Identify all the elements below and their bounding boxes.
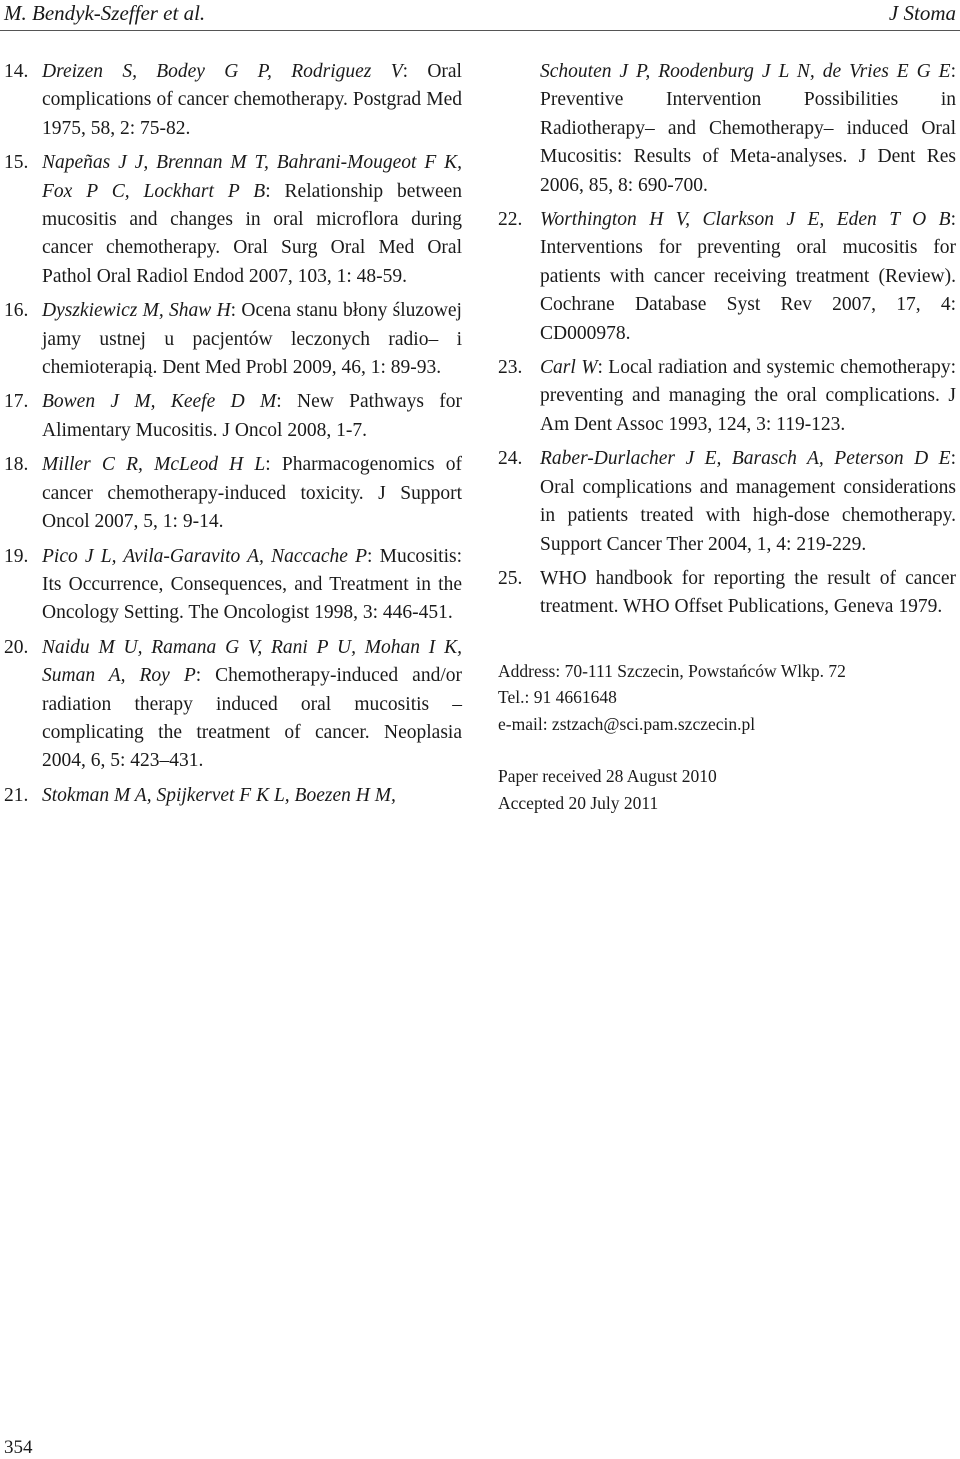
- reference-authors: Pico J L, Avila-Garavito A, Naccache P: [42, 545, 368, 567]
- reference-authors: Bowen J M, Keefe D M: [42, 391, 277, 413]
- reference-authors: Napeñas J J, Brennan M T, Bahrani-Mougeot F K, Fox P C, Lockhart P B: [42, 152, 462, 202]
- phone-line: Tel.: 91 4661648: [498, 687, 617, 708]
- right-column: [498, 58, 956, 816]
- reference-text: : Mucositis: Its Occurrence, Consequences, and Treatment in the Oncology Setting. The Oncologist 1998, 3: 446-451.: [42, 545, 462, 624]
- header-journal: J Stoma: [888, 1, 956, 25]
- reference-authors: Dreizen S, Bodey G P, Rodriguez V: [42, 61, 403, 82]
- page-number: 354: [4, 1437, 33, 1458]
- reference-text: : New Pathways for Alimentary Mucositis. J Oncol 2008, 1-7.: [42, 391, 463, 441]
- accepted-date: Accepted 20 July 2011: [498, 792, 659, 813]
- reference-14: [4, 58, 462, 143]
- reference-25: [498, 565, 956, 622]
- reference-23: [498, 354, 956, 439]
- reference-16: [4, 297, 462, 382]
- reference-number: 20.: [4, 636, 29, 658]
- reference-number: 25.: [498, 567, 523, 589]
- reference-number: 19.: [4, 545, 29, 567]
- reference-number: 22.: [498, 209, 523, 231]
- reference-number: 21.: [4, 784, 29, 806]
- reference-number: 17.: [4, 391, 29, 413]
- reference-text: : Oral complications and management considerations in patients treated with high-dose chemotherapy. Support Cancer Ther 2004, 1, 4: 219-229.: [540, 448, 956, 555]
- reference-text: : Relationship between mucositis and changes in oral microflora during cancer chemotherapy. Oral Surg Oral Med Oral Pathol Oral Radiol Endod 2007, 103, 1: 48-59.: [42, 180, 463, 287]
- reference-authors: Raber-Durlacher J E, Barasch A, Peterson D E: [540, 448, 951, 470]
- reference-authors: Dyszkiewicz M, Shaw H: [42, 300, 231, 322]
- reference-17: [4, 388, 462, 445]
- reference-number: 23.: [498, 357, 523, 379]
- reference-number: 15.: [4, 152, 29, 174]
- reference-22: [498, 206, 956, 348]
- reference-18: [4, 451, 462, 536]
- reference-number: 24.: [498, 448, 523, 470]
- reference-21: [4, 782, 462, 810]
- reference-number: 16.: [4, 300, 29, 322]
- reference-24: [498, 445, 956, 559]
- reference-20: [4, 634, 462, 776]
- paper-dates: [498, 763, 956, 816]
- running-header: [0, 0, 960, 30]
- correspondence-address: [498, 658, 956, 738]
- reference-authors: Carl W: [540, 357, 598, 379]
- reference-number: 18.: [4, 454, 29, 476]
- email-line: e-mail: zstzach@sci.pam.szczecin.pl: [498, 713, 756, 734]
- reference-text: : Chemotherapy-induced and/or radiation therapy induced oral mucositis – complicating the treatment of cancer. Neoplasia 2004, 6, 5: 423–431.: [42, 665, 462, 772]
- reference-text: : Pharmacogenomics of cancer chemotherapy-induced toxicity. J Support Oncol 2007, 5, 1: 9-14.: [42, 454, 462, 533]
- reference-19: [4, 543, 462, 628]
- reference-authors: Miller C R, McLeod H L: [42, 454, 266, 476]
- left-column: [4, 58, 462, 816]
- reference-21-continued: [498, 58, 956, 200]
- reference-authors: Worthington H V, Clarkson J E, Eden T O B: [540, 209, 951, 231]
- reference-number: 14.: [4, 61, 29, 82]
- header-authors: M. Bendyk-Szeffer et al.: [4, 1, 206, 25]
- reference-text: : Local radiation and systemic chemotherapy: preventing and managing the oral complications. J Am Dent Assoc 1993, 124, 3: 119-123.: [540, 357, 956, 435]
- reference-text: : Interventions for preventing oral mucositis for patients with cancer receiving treatment (Review). Cochrane Database Syst Rev 2007, 17, 4: CD000978.: [540, 209, 956, 344]
- header-rule: [0, 30, 960, 31]
- reference-authors: Naidu M U, Ramana G V, Rani P U, Mohan I K, Suman A, Roy P: [42, 636, 462, 687]
- reference-text: WHO handbook for reporting the result of cancer treatment. WHO Offset Publications, Geneva 1979.: [540, 567, 956, 618]
- received-date: Paper received 28 August 2010: [498, 766, 717, 787]
- address-line: Address: 70-111 Szczecin, Powstańców Wlkp. 72: [498, 660, 846, 681]
- reference-authors: Stokman M A, Spijkervet F K L, Boezen H M,: [42, 784, 396, 806]
- reference-15: [4, 149, 462, 291]
- reference-authors: Schouten J P, Roodenburg J L N, de Vries E G E: [540, 61, 951, 82]
- reference-text: : Oral complications of cancer chemotherapy. Postgrad Med 1975, 58, 2: 75-82.: [42, 61, 462, 139]
- reference-text: : Preventive Intervention Possibilities in Radiotherapy– and Chemotherapy– induced Oral Mucositis: Results of Meta-analyses. J Dent Res 2006, 85, 8: 690-700.: [540, 61, 956, 196]
- reference-text: : Ocena stanu błony śluzowej jamy ustnej u pacjentów leczonych radio– i chemioterapią. Dent Med Probl 2009, 46, 1: 89-93.: [42, 300, 462, 379]
